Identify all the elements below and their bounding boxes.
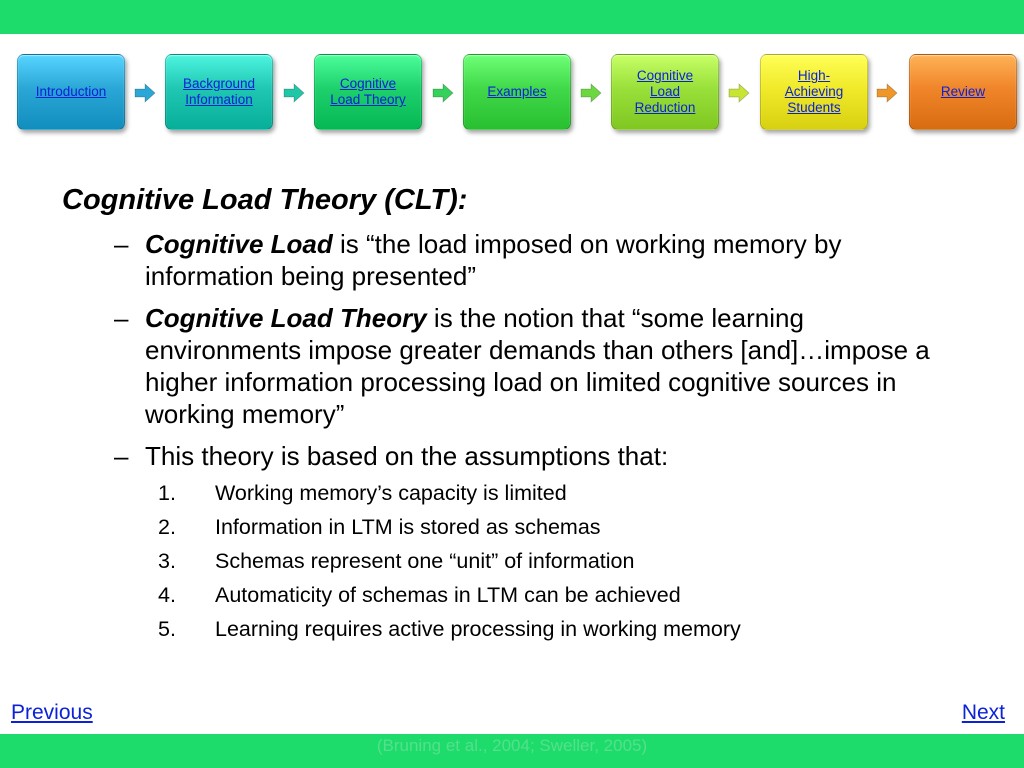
nav-label-line: Load Theory — [330, 92, 406, 107]
arrow-right-icon — [283, 82, 305, 104]
arrow-right-icon — [580, 82, 602, 104]
list-item — [158, 612, 962, 646]
nav-label-line: Introduction — [35, 84, 107, 99]
nav-label-line: Background — [182, 76, 256, 91]
list-number: 2. — [158, 515, 176, 539]
nav-button-cognitive-load-reduction[interactable] — [611, 54, 719, 130]
list-item-text: Automaticity of schemas in LTM can be achieved — [215, 583, 681, 607]
dash-marker: – — [114, 303, 129, 333]
list-item — [158, 544, 962, 578]
list-item-text: Working memory’s capacity is limited — [215, 481, 567, 505]
bullet-item — [62, 228, 962, 292]
list-item — [158, 476, 962, 510]
dash-marker: – — [114, 441, 129, 471]
list-item-text: Information in LTM is stored as schemas — [215, 515, 601, 539]
list-item-text: Schemas represent one “unit” of information — [215, 549, 635, 573]
nav-label-line: Cognitive — [339, 76, 397, 91]
arrow-right-icon — [728, 82, 750, 104]
dash-marker: – — [114, 229, 129, 259]
nav-label-line: Examples — [487, 84, 547, 99]
slide-content — [62, 182, 962, 646]
nav-button-review[interactable] — [909, 54, 1017, 130]
bullet-item — [62, 302, 962, 430]
bullet-item — [62, 440, 962, 472]
nav-label-line: Review — [940, 84, 986, 99]
slide-heading: Cognitive Load Theory (CLT): — [62, 184, 468, 216]
bullet-text: This theory is based on the assumptions that: — [145, 441, 669, 471]
nav-button-examples[interactable] — [463, 54, 571, 130]
arrow-right-icon — [876, 82, 898, 104]
list-item — [158, 578, 962, 612]
bullet-text: is “the load imposed on working memory by information being presented” — [145, 229, 842, 291]
top-band — [0, 0, 1024, 34]
bullet-term: Cognitive Load — [145, 229, 333, 259]
arrow-right-icon — [432, 82, 454, 104]
nav-button-high-achieving-students[interactable] — [760, 54, 868, 130]
next-link[interactable]: Next — [961, 701, 1005, 724]
nav-label-line: Cognitive — [636, 68, 694, 83]
nav-button-cognitive-load-theory[interactable] — [314, 54, 422, 130]
assumptions-list — [62, 476, 962, 646]
bullet-list — [62, 228, 962, 472]
arrow-right-icon — [134, 82, 156, 104]
list-number: 5. — [158, 617, 176, 641]
nav-button-background-information[interactable] — [165, 54, 273, 130]
nav-label-line: Achieving — [784, 84, 844, 99]
list-number: 4. — [158, 583, 176, 607]
nav-label-line: Load — [649, 84, 681, 99]
nav-label-line: High- — [797, 68, 831, 83]
nav-label-line: Students — [787, 100, 841, 115]
nav-label-line: Reduction — [634, 100, 696, 115]
list-item — [158, 510, 962, 544]
bullet-text: is the notion that “some learning environments impose greater demands than others [and]…impose a higher information processing load on limited cognitive sources in working memory” — [145, 303, 930, 429]
list-number: 3. — [158, 549, 176, 573]
bullet-term: Cognitive Load Theory — [145, 303, 427, 333]
list-number: 1. — [158, 481, 176, 505]
nav-label-line: Information — [185, 92, 253, 107]
list-item-text: Learning requires active processing in working memory — [215, 617, 741, 641]
previous-link[interactable]: Previous — [11, 701, 93, 724]
nav-button-introduction[interactable] — [17, 54, 125, 130]
citation-text: (Bruning et al., 2004; Sweller, 2005) — [376, 736, 648, 755]
section-nav-bar — [0, 54, 1024, 130]
